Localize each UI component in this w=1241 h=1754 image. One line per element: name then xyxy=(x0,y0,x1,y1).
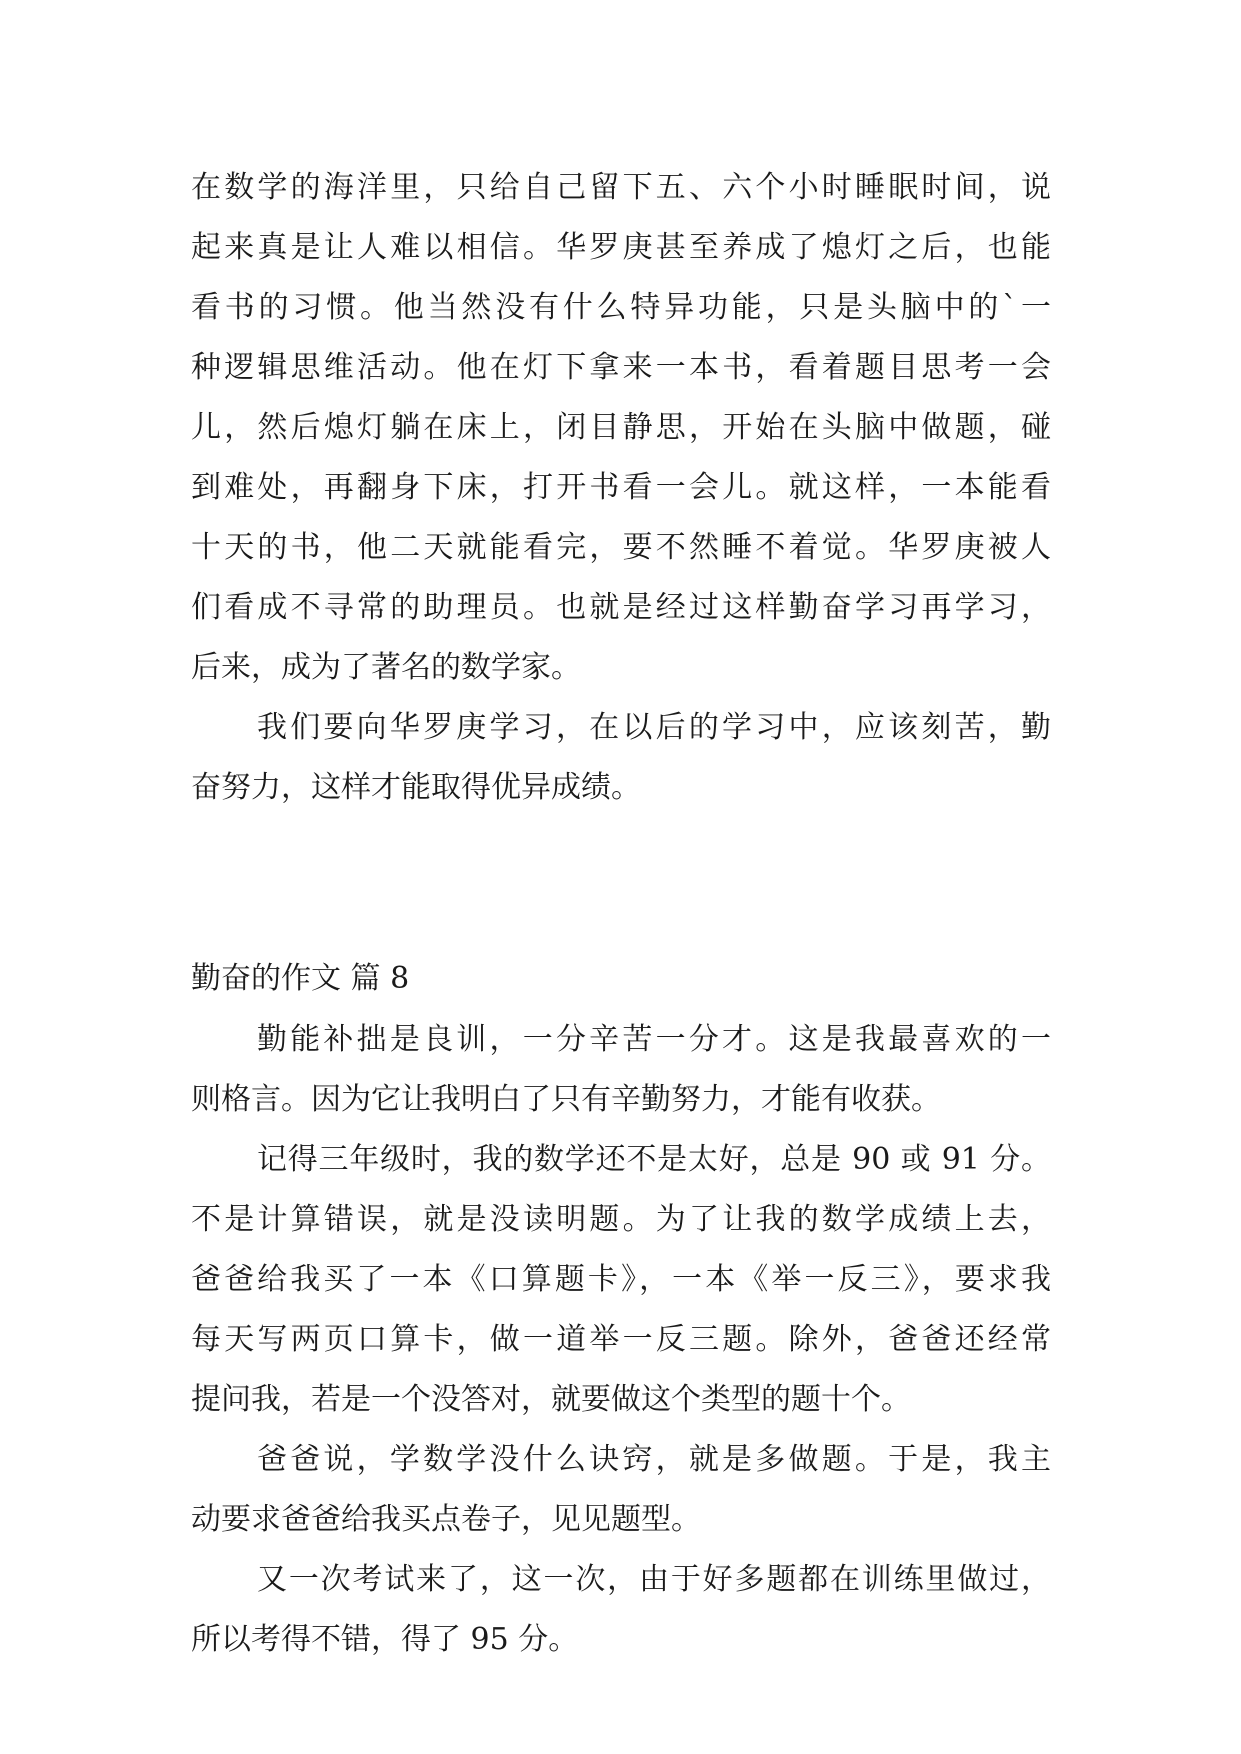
text-line: 又一次考试来了，这一次，由于好多题都在训练里做过， xyxy=(257,1562,1051,1597)
text-line: 每天写两页口算卡，做一道举一反三题。除外，爸爸还经常 xyxy=(191,1322,1051,1357)
text-line: 所以考得不错，得了 95 分。 xyxy=(191,1622,579,1657)
text-line: 种逻辑思维活动。他在灯下拿来一本书，看着题目思考一会 xyxy=(191,350,1051,385)
text-line: 勤能补拙是良训，一分辛苦一分才。这是我最喜欢的一 xyxy=(257,1022,1051,1057)
text-line: 后来，成为了著名的数学家。 xyxy=(191,650,581,685)
paragraph xyxy=(191,1010,1051,1130)
text-line: 奋努力，这样才能取得优异成绩。 xyxy=(191,770,641,805)
text-line: 起来真是让人难以相信。华罗庚甚至养成了熄灯之后，也能 xyxy=(191,230,1051,265)
text-line: 十天的书，他二天就能看完，要不然睡不着觉。华罗庚被人 xyxy=(191,530,1051,565)
text-line: 提问我，若是一个没答对，就要做这个类型的题十个。 xyxy=(191,1382,911,1417)
text-line: 记得三年级时，我的数学还不是太好，总是 90 或 91 分。 xyxy=(257,1142,1051,1177)
section-spacer xyxy=(191,818,1051,948)
passage-continued xyxy=(191,158,1051,698)
text-line: 爸爸给我买了一本《口算题卡》，一本《举一反三》，要求我 xyxy=(191,1262,1051,1297)
text-line: 不是计算错误，就是没读明题。为了让我的数学成绩上去， xyxy=(191,1202,1051,1237)
text-line: 则格言。因为它让我明白了只有辛勤努力，才能有收获。 xyxy=(191,1082,941,1117)
paragraph xyxy=(191,1130,1051,1430)
passage-conclusion xyxy=(191,698,1051,818)
paragraph xyxy=(191,1550,1051,1670)
text-line: 在数学的海洋里，只给自己留下五、六个小时睡眠时间，说 xyxy=(191,170,1051,205)
section-title: 勤奋的作文 篇 8 xyxy=(191,961,410,996)
text-line: 动要求爸爸给我买点卷子，见见题型。 xyxy=(191,1502,701,1537)
text-line: 看书的习惯。他当然没有什么特异功能，只是头脑中的`一 xyxy=(191,290,1051,325)
text-line: 爸爸说，学数学没什么诀窍，就是多做题。于是，我主 xyxy=(257,1442,1051,1477)
text-line: 到难处，再翻身下床，打开书看一会儿。就这样，一本能看 xyxy=(191,470,1051,505)
text-line: 们看成不寻常的助理员。也就是经过这样勤奋学习再学习， xyxy=(191,590,1051,625)
paragraph xyxy=(191,1430,1051,1550)
text-line: 儿，然后熄灯躺在床上，闭目静思，开始在头脑中做题，碰 xyxy=(191,410,1051,445)
text-line: 我们要向华罗庚学习，在以后的学习中，应该刻苦，勤 xyxy=(257,710,1051,745)
document-body xyxy=(191,158,1051,1670)
